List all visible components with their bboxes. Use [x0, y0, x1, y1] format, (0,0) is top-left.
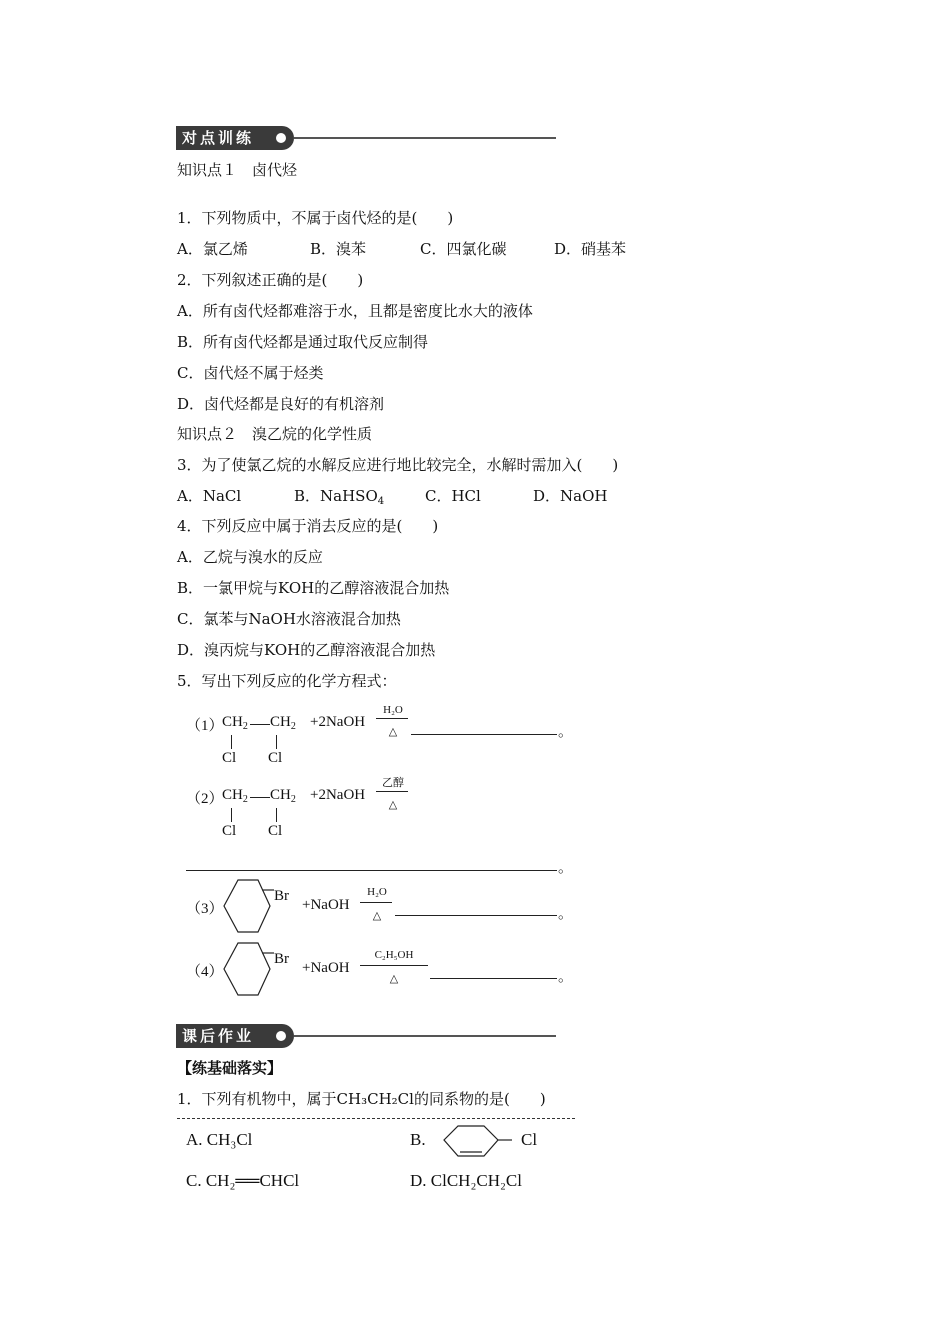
q4-option-a: A．乙烷与溴水的反应: [177, 548, 323, 566]
q3-option-c: C．HCl: [425, 487, 481, 505]
reaction-3-number: （3）: [186, 901, 224, 917]
arrow-bottom-4: △: [389, 973, 399, 985]
divider: [294, 1035, 556, 1037]
answer-blank-2[interactable]: [186, 870, 557, 871]
q3-option-b: B．NaHSO$_4$: [294, 487, 385, 507]
hw1-option-a: A. CH₃Cl: [186, 1130, 253, 1149]
arrow-top-4: C₂H₅OH: [374, 949, 414, 961]
question-5-stem: 5．写出下列反应的化学方程式：: [177, 672, 397, 690]
arrow-top-1: H₂O: [383, 704, 403, 716]
question-3-stem: 3．为了使氯乙烷的水解反应进行地比较完全，水解时需加入( ): [177, 456, 619, 474]
cyclohexane-ring-icon: [216, 876, 296, 936]
reagent-1: +2NaOH: [310, 714, 366, 730]
reagent-2: +2NaOH: [310, 787, 366, 803]
bond-line: [231, 735, 232, 749]
reaction-arrow-icon: [376, 718, 408, 719]
cl-left-1: Cl: [222, 750, 237, 766]
hw1-option-b-cl: Cl: [521, 1130, 538, 1149]
dashed-divider: [177, 1118, 575, 1119]
q4-option-b: B．一氯甲烷与KOH的乙醇溶液混合加热: [177, 579, 450, 597]
q2-option-c: C．卤代烃不属于烃类: [177, 364, 324, 382]
period-4: 。: [558, 969, 574, 985]
q3-option-d: D．NaOH: [533, 487, 608, 505]
hw1-option-b: B.: [410, 1130, 426, 1149]
bond-line: [276, 808, 277, 822]
q1-option-d: D．硝基苯: [554, 240, 627, 258]
reaction-arrow-icon: [360, 902, 392, 903]
period-3: 。: [558, 906, 574, 922]
bromo-substituent: Br: [274, 951, 289, 967]
reaction-arrow-icon: [360, 965, 428, 966]
bond-line: [250, 724, 270, 725]
arrow-bottom-2: △: [388, 799, 398, 811]
question-1-stem: 1．下列物质中，不属于卤代烃的是( ): [177, 209, 454, 227]
period-2: 。: [558, 860, 574, 876]
bullet-dot-icon: [276, 133, 286, 143]
bond-line: [231, 808, 232, 822]
cl-right-2: Cl: [268, 823, 283, 839]
reaction-4-number: （4）: [186, 964, 224, 980]
reaction-arrow-icon: [376, 791, 408, 792]
ch2-left-2: $CH_2$: [222, 787, 248, 805]
ch2-left-1: $CH_2$: [222, 714, 248, 732]
ch2-right-1: $CH_2$: [270, 714, 296, 732]
bond-line: [276, 735, 277, 749]
chlorocyclohexene-ring-icon: [440, 1122, 520, 1162]
section-header-homework: [176, 1024, 566, 1048]
ch2-right-2: $CH_2$: [270, 787, 296, 805]
homework-question-1-stem: 1．下列有机物中，属于CH₃CH₂Cl的同系物的是( ): [177, 1090, 546, 1108]
arrow-bottom-1: △: [388, 726, 398, 738]
q3-option-a: A．NaCl: [177, 487, 242, 505]
bullet-dot-icon: [276, 1031, 286, 1041]
bromo-substituent: Br: [274, 888, 289, 904]
arrow-top-3: H₂O: [367, 886, 387, 898]
reagent-3: +NaOH: [302, 897, 350, 913]
answer-blank-4[interactable]: [430, 978, 557, 979]
reagent-4: +NaOH: [302, 960, 350, 976]
section-header-practice: [176, 126, 566, 150]
q4-option-d: D．溴丙烷与KOH的乙醇溶液混合加热: [177, 641, 436, 659]
reaction-1-number: （1）: [186, 718, 224, 734]
hw1-option-c: C. CH₂══CHCl: [186, 1171, 300, 1190]
q4-option-c: C．氯苯与NaOH水溶液混合加热: [177, 610, 401, 628]
answer-blank-3[interactable]: [395, 915, 557, 916]
section-title: 对点训练: [176, 126, 294, 150]
q2-option-d: D．卤代烃都是良好的有机溶剂: [177, 395, 385, 413]
divider: [294, 137, 556, 139]
arrow-bottom-3: △: [372, 910, 382, 922]
bond-line: [250, 797, 270, 798]
cyclohexane-ring-icon: [216, 939, 296, 999]
question-4-stem: 4．下列反应中属于消去反应的是( ): [177, 517, 439, 535]
hw1-option-d: D. ClCH₂CH₂Cl: [410, 1171, 522, 1190]
practice-label: 【练基础落实】: [177, 1059, 283, 1077]
cl-left-2: Cl: [222, 823, 237, 839]
answer-blank-1[interactable]: [411, 734, 557, 735]
knowledge-point-1: 知识点１ 卤代烃: [177, 161, 298, 179]
cl-right-1: Cl: [268, 750, 283, 766]
section-title: 课后作业: [176, 1024, 294, 1048]
q2-option-b: B．所有卤代烃都是通过取代反应制得: [177, 333, 429, 351]
q1-option-c: C．四氯化碳: [420, 240, 507, 258]
knowledge-point-2: 知识点２ 溴乙烷的化学性质: [177, 425, 373, 443]
q1-option-b: B．溴苯: [310, 240, 367, 258]
arrow-top-2: 乙醇: [382, 777, 404, 789]
reaction-2-number: （2）: [186, 791, 224, 807]
period-1: 。: [558, 724, 574, 740]
q2-option-a: A．所有卤代烃都难溶于水，且都是密度比水大的液体: [177, 302, 533, 320]
q1-option-a: A．氯乙烯: [177, 240, 248, 258]
question-2-stem: 2．下列叙述正确的是( ): [177, 271, 364, 289]
